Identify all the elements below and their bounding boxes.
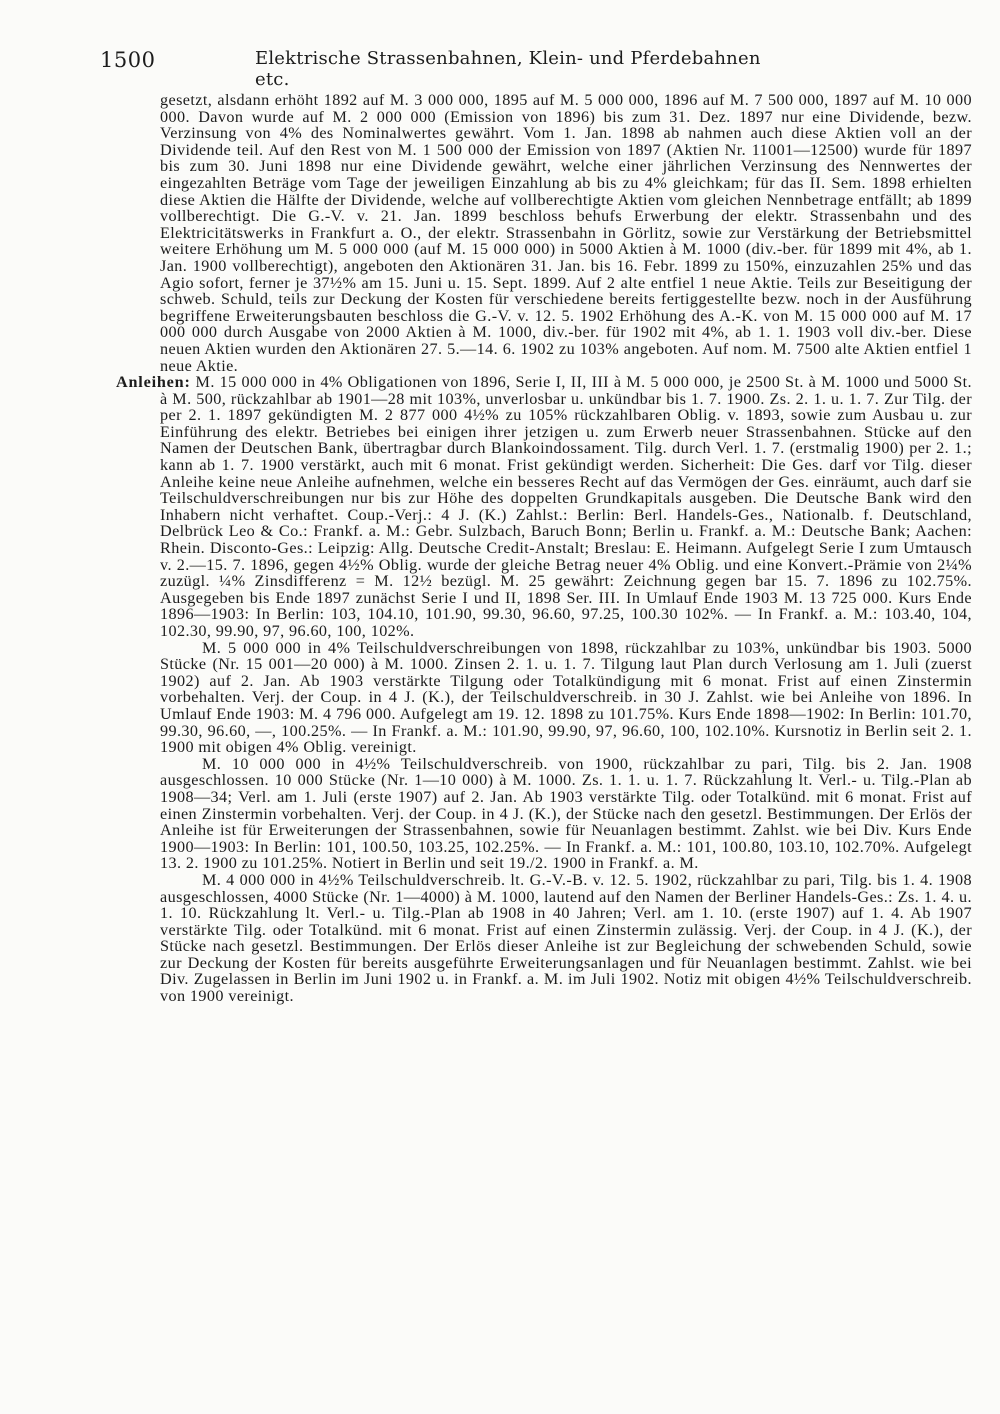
page-header: [100, 48, 790, 90]
paragraph-anleihen-1896-text: M. 15 000 000 in 4% Obligationen von 1896, Serie I, II, III à M. 5 000 000, je 2500 St. à M. 1000 und 5000 St. à M. 500, rückzahlbar ab 1901—28 mit 103%, unverlosbar u. unkündbar bis 1. 7. 1900. Zs. 2. 1. u. 1. 7. Zur Tilg. der per 2. 1. 1897 gekündigten M. 2 877 000 4½% zu 105% rückzahlbaren Oblig. v. 1893, sowie zum Ausbau u. zur Einführung des elektr. Betriebes bei einigen ihrer jetzigen u. zum Erwerb neuer Strassenbahnen. Stücke auf den Namen der Deutschen Bank, übertragbar durch Blankoindossament. Tilg. durch Verl. 1. 7. (erstmalig 1900) per 2. 1.; kann ab 1. 7. 1900 verstärkt, auch mit 6 monat. Frist gekündigt werden. Sicherheit: Die Ges. darf vor Tilg. dieser Anleihe keine neue Anleihe aufnehmen, welche ein besseres Recht auf das Vermögen der Ges. einräumt, auch darf sie Teilschuldverschreibungen nur bis zur Höhe des doppelten Grundkapitals ausgeben. Die Deutsche Bank wird den Inhabern nicht verhaftet. Coup.-Verj.: 4 J. (K.) Zahlst.: Berlin: Berl. Handels-Ges., Nationalb. f. Deutschland, Delbrück Leo & Co.: Frankf. a. M.: Gebr. Sulzbach, Baruch Bonn; Berlin u. Frankf. a. M.: Deutsche Bank; Aachen: Rhein. Disconto-Ges.: Leipzig: Allg. Deutsche Credit-Anstalt; Breslau: E. Heimann. Aufgelegt Serie I zum Umtausch v. 2.—15. 7. 1896, gegen 4½% Oblig. wurde der gleiche Betrag neuer 4% Oblig. und eine Konvert.-Prämie von 2¼% zuzügl. ¼% Zinsdifferenz = M. 12½ bezügl. M. 25 gewährt: Zeichnung gegen bar 15. 7. 1896 zu 102.75%. Ausgegeben bis Ende 1897 zunächst Serie I und II, 1898 Ser. III. In Umlauf Ende 1903 M. 13 725 000. Kurs Ende 1896—1903: In Berlin: 103, 104.10, 101.90, 99.30, 96.60, 97.25, 100.30 102%. — In Frankf. a. M.: 103.40, 104, 102.30, 99.90, 97, 96.60, 100, 102%.: [160, 373, 972, 640]
paragraph-capital-history: gesetzt, alsdann erhöht 1892 auf M. 3 000 000, 1895 auf M. 5 000 000, 1896 auf M. 7 500 000, 1897 auf M. 10 000 000. Davon wurde auf M. 2 000 000 (Emission von 1896) bis zum 31. Dez. 1897 nur eine Dividende, bezw. Verzinsung von 4% des Nominalwertes gewährt. Vom 1. Jan. 1898 ab nahmen auch diese Aktien voll an der Dividende teil. Auf den Rest von M. 1 500 000 der Emission von 1897 (Aktien Nr. 11001—12500) wurde für 1897 bis zum 30. Juni 1898 nur eine Dividende gewährt, welche einer jährlichen Verzinsung des Nennwertes der eingezahlten Beträge vom Tage der jeweiligen Einzahlung ab bis zu 4% gleichkam; für das II. Sem. 1898 erhielten diese Aktien die Hälfte der Dividende, welche auf vollberechtigte Aktien vom gleichen Nennbetrage entfällt; ab 1899 vollberechtigt. Die G.-V. v. 21. Jan. 1899 beschloss behufs Erwerbung der elektr. Strassenbahn und des Elektricitätswerks in Frankfurt a. O., der elektr. Strassenbahn in Görlitz, sowie zur Verstärkung der Betriebsmittel weitere Erhöhung um M. 5 000 000 (auf M. 15 000 000) in 5000 Aktien à M. 1000 (div.-ber. für 1899 mit 4%, ab 1. Jan. 1900 vollberechtigt), angeboten den Aktionären 31. Jan. bis 16. Febr. 1899 zu 150%, einzuzahlen 25% und das Agio sofort, ferner je 37½% am 15. Juni u. 15. Sept. 1899. Auf 2 alte entfiel 1 neue Aktie. Teils zur Beseitigung der schweb. Schuld, teils zur Deckung der Kosten für verschiedene bereits fertiggestellte bezw. noch in der Ausführung begriffene Erweiterungsbauten beschloss die G.-V. v. 12. 5. 1902 Erhöhung des A.-K. von M. 15 000 000 auf M. 17 000 000 durch Ausgabe von 2000 Aktien à M. 1000, div.-ber. für 1902 mit 4%, ab 1. 1. 1903 voll div.-ber. Diese neuen Aktien wurden den Aktionären 27. 5.—14. 6. 1902 zu 103% angeboten. Auf nom. M. 7500 alte Aktien entfiel 1 neue Aktie.: [160, 91, 972, 375]
paragraph-anleihen-1896: [116, 373, 972, 640]
page-number: 1500: [100, 48, 156, 72]
running-title: Elektrische Strassenbahnen, Klein- und Pferdebahnen etc.: [255, 48, 761, 90]
paragraph-anleihe-1902: M. 4 000 000 in 4½% Teilschuldverschreib. lt. G.-V.-B. v. 12. 5. 1902, rückzahlbar zu pari, Tilg. bis 1. 4. 1908 ausgeschlossen, 4000 Stücke (Nr. 1—4000) à M. 1000, lautend auf den Namen der Berliner Handels-Ges.: Zs. 1. 4. u. 1. 10. Rückzahlung lt. Verl.- u. Tilg.-Plan ab 1908 in 40 Jahren; Verl. am 1. 10. (erste 1907) auf 1. 4. Ab 1907 verstärkte Tilg. oder Totalkünd. mit 6 monat. Frist auf einen Zinstermin zulässig. Verj. der Coup. in 4 J. (K.), der Stücke nach gesetzl. Bestimmungen. Der Erlös dieser Anleihe ist zur Begleichung der schwebenden Schuld, sowie zur Deckung der Kosten für bereits ausgeführte Erweiterungsanlagen und für Neuanlagen bestimmt. Zahlst. wie bei Div. Zugelassen in Berlin im Juni 1902 u. in Frankf. a. M. im Juli 1902. Notiz mit obigen 4½% Teilschuldverschreib. von 1900 vereinigt.: [160, 870, 972, 1006]
section-heading-anleihen: Anleihen:: [116, 373, 191, 392]
paragraph-anleihe-1900: M. 10 000 000 in 4½% Teilschuldverschreib. von 1900, rückzahlbar zu pari, Tilg. bis 2. Jan. 1908 ausgeschlossen. 10 000 Stücke (Nr. 1—10 000) à M. 1000. Zs. 1. 1. u. 1. 7. Rückzahlung lt. Verl.- u. Tilg.-Plan ab 1908—34; Verl. am 1. Juli (erste 1907) auf 2. Jan. Ab 1903 verstärkte Tilg. oder Totalkünd. mit 6 monat. Frist auf einen Zinstermin vorbehalten. Verj. der Coup. in 4 J. (K.), der Stücke nach den gesetzl. Bestimmungen. Der Erlös der Anleihe ist für Erweiterungen der Strassenbahnen, sowie für Neuanlagen bestimmt. Zahlst. wie bei Div. Kurs Ende 1900—1903: In Berlin: 101, 100.50, 103.25, 102.25%. — In Frankf. a. M.: 101, 100.80, 103.10, 102.70%. Aufgelegt 13. 2. 1900 zu 101.25%. Notiert in Berlin und seit 19./2. 1900 in Frankf. a. M.: [160, 754, 972, 873]
paragraph-anleihe-1898: M. 5 000 000 in 4% Teilschuldverschreibungen von 1898, rückzahlbar zu 103%, unkündbar bis 1903. 5000 Stücke (Nr. 15 001—20 000) à M. 1000. Zinsen 2. 1. u. 1. 7. Tilgung laut Plan durch Verlosung am 1. Juli (zuerst 1902) auf 2. Jan. Ab 1903 verstärkte Tilgung oder Totalkündigung mit 6 monat. Frist auf einen Zinstermin vorbehalten. Verj. der Coup. in 4 J. (K.), der Teilschuldverschreib. in 30 J. Zahlst. wie bei Anleihe von 1896. In Umlauf Ende 1903: M. 4 796 000. Aufgelegt am 19. 12. 1898 zu 101.75%. Kurs Ende 1898—1902: In Berlin: 101.70, 99.30, 96.60, —, 100.25%. — In Frankf. a. M.: 101.90, 99.90, 97, 96.60, 100, 102.10%. Kursnotiz in Berlin seit 2. 1. 1900 mit obigen 4% Oblig. vereinigt.: [160, 638, 972, 757]
body-text: [116, 91, 972, 1402]
